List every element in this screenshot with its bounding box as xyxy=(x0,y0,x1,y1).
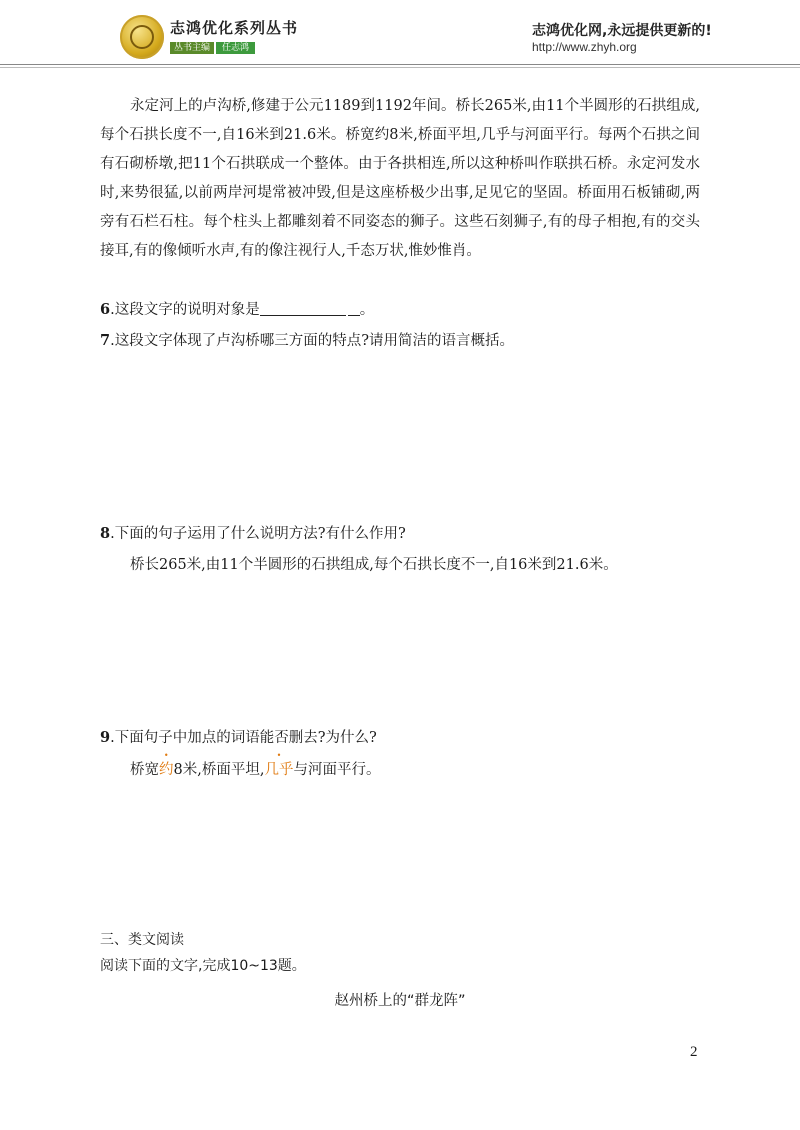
question-8-quote: 桥长265米,由11个半圆形的石拱组成,每个石拱长度不一,自16米到21.6米。 xyxy=(130,557,618,573)
series-logo xyxy=(120,15,164,59)
section-instruction: 阅读下面的文字,完成10~13题。 xyxy=(100,958,306,974)
answer-blank[interactable] xyxy=(260,301,346,316)
article-title: 赵州桥上的“群龙阵” xyxy=(334,993,466,1009)
header-url: http://www.zhyh.org xyxy=(532,40,637,54)
question-7: 7.这段文字体现了卢沟桥哪三方面的特点?请用简洁的语言概括。 xyxy=(100,332,514,349)
page-number: 2 xyxy=(690,1044,698,1060)
series-name: 志鸿优化系列丛书 xyxy=(170,19,299,37)
question-number: 9 xyxy=(100,729,111,746)
question-8: 8.下面的句子运用了什么说明方法?有什么作用? xyxy=(100,525,406,542)
dotted-word-1: 约 xyxy=(159,762,174,778)
question-9: 9.下面句子中加点的词语能否删去?为什么? xyxy=(100,729,377,746)
editor-name: 任志鸿 xyxy=(216,42,255,54)
question-number: 7 xyxy=(100,332,111,349)
question-number: 8 xyxy=(100,525,111,542)
dotted-word-2: 几乎 xyxy=(264,762,294,778)
reading-passage: 永定河上的卢沟桥,修建于公元1189到1192年间。桥长265米,由11个半圆形的石拱组成,每个石拱长度不一,自16米到21.6米。桥宽约8米,桥面平坦,几乎与河面平行。每两个石拱之间有石砌桥墩,把11个石拱联成一个整体。由于各拱相连,所以这种桥叫作联拱石桥。永定河发水时,来势很猛,以前两岸河堤常被冲毁,但是这座桥极少出事,足见它的坚固。桥面用石板铺砌,两旁有石栏石柱。每个柱头上都雕刻着不同姿态的狮子。这些石刻狮子,有的母子相抱,有的交头接耳,有的像倾听水声,有的像注视行人,千态万状,惟妙惟肖。 xyxy=(100,98,700,259)
question-6: 6.这段文字的说明对象是 。 xyxy=(100,301,375,318)
header-rule-thin xyxy=(0,67,800,68)
header-slogan: 志鸿优化网,永远提供更新的! xyxy=(532,23,712,39)
question-number: 6 xyxy=(100,301,111,318)
page-header xyxy=(0,0,800,62)
header-rule xyxy=(0,64,800,65)
section-heading: 三、类文阅读 xyxy=(100,932,184,948)
editor-tag xyxy=(170,40,255,54)
editor-label: 丛书主编 xyxy=(170,42,214,54)
question-9-quote: 桥宽约8米,桥面平坦,几乎与河面平行。 xyxy=(130,762,381,778)
